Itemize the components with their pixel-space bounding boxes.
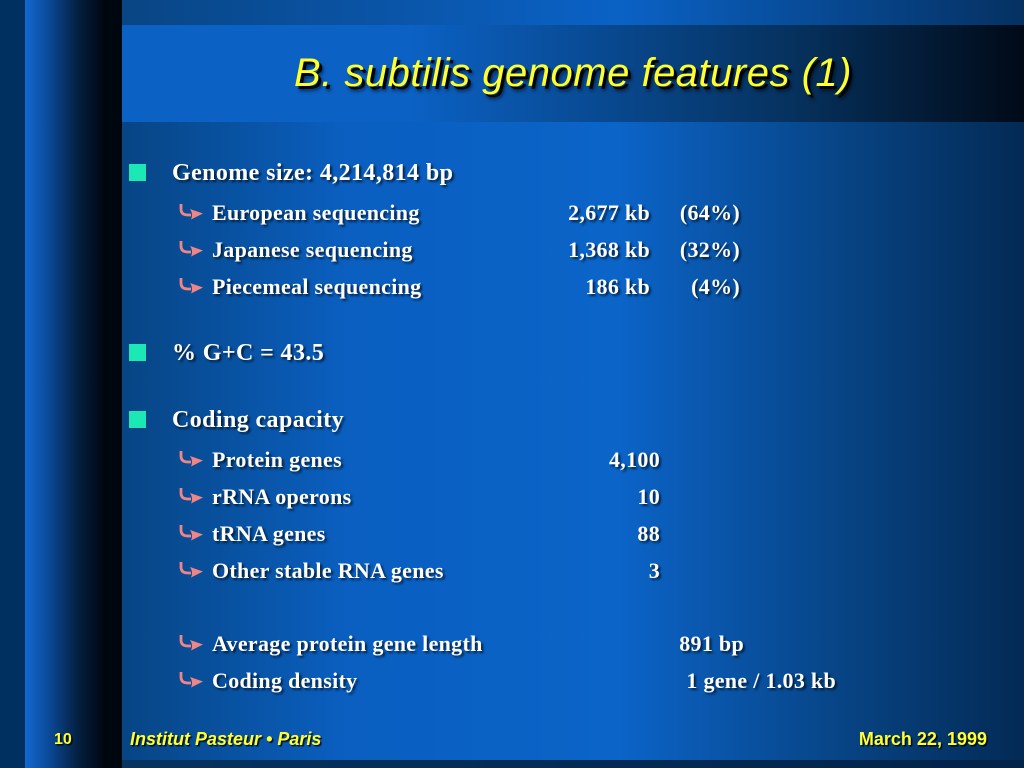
- list-item-rrna-operons: [122, 484, 1024, 514]
- row-value: 1 gene / 1.03 kb: [686, 668, 836, 693]
- left-margin-column: [0, 0, 25, 768]
- row-percent: (32%): [679, 237, 740, 262]
- row-percent: (4%): [691, 274, 740, 299]
- square-bullet-icon: [129, 164, 146, 181]
- list-item-protein-genes: [122, 447, 1024, 477]
- row-value: 186 kb: [585, 274, 650, 299]
- row-value: 2,677 kb: [568, 200, 650, 225]
- footer-date: March 22, 1999: [858, 729, 987, 749]
- heading-text: % G+C = 43.5: [172, 340, 325, 366]
- row-value: 891 bp: [679, 631, 744, 656]
- list-item-coding-density: [122, 668, 1024, 698]
- slide-canvas: [122, 25, 1024, 768]
- list-item-trna-genes: [122, 521, 1024, 551]
- list-item-japanese-sequencing: [122, 237, 1024, 267]
- list-item-average-gene-length: [122, 631, 1024, 661]
- row-percent: (64%): [679, 200, 740, 225]
- list-item-other-stable-rna: [122, 558, 1024, 588]
- slide-header: [122, 25, 1024, 122]
- bullet-heading-coding-capacity: [122, 407, 1024, 437]
- bullet-heading-genome-size: [122, 160, 1024, 190]
- row-label: Piecemeal sequencing: [212, 274, 422, 299]
- row-value: 3: [648, 558, 660, 583]
- page-number: 10: [54, 731, 72, 748]
- row-label: European sequencing: [212, 200, 420, 225]
- heading-text: Coding capacity: [172, 407, 345, 433]
- row-label: rRNA operons: [212, 484, 352, 509]
- row-value: 4,100: [609, 447, 660, 472]
- row-value: 1,368 kb: [568, 237, 650, 262]
- square-bullet-icon: [129, 344, 146, 361]
- bottom-gradient-strip: [122, 760, 1024, 768]
- row-label: tRNA genes: [212, 521, 326, 546]
- bullet-heading-gc-content: [122, 340, 1024, 370]
- row-label: Japanese sequencing: [212, 237, 413, 262]
- left-gradient-stripe: [25, 0, 122, 768]
- heading-text: Genome size: 4,214,814 bp: [172, 160, 454, 186]
- list-item-european-sequencing: [122, 200, 1024, 230]
- list-item-piecemeal-sequencing: [122, 274, 1024, 304]
- slide-title: B. subtilis genome features (1): [294, 51, 852, 95]
- row-label: Other stable RNA genes: [212, 558, 444, 583]
- row-value: 88: [637, 521, 660, 546]
- row-label: Protein genes: [212, 447, 342, 472]
- row-label: Average protein gene length: [212, 631, 483, 656]
- row-value: 10: [637, 484, 660, 509]
- top-gradient-strip: [122, 0, 1024, 25]
- square-bullet-icon: [129, 411, 146, 428]
- row-label: Coding density: [212, 668, 358, 693]
- footer-affiliation: Institut Pasteur • Paris: [130, 729, 322, 749]
